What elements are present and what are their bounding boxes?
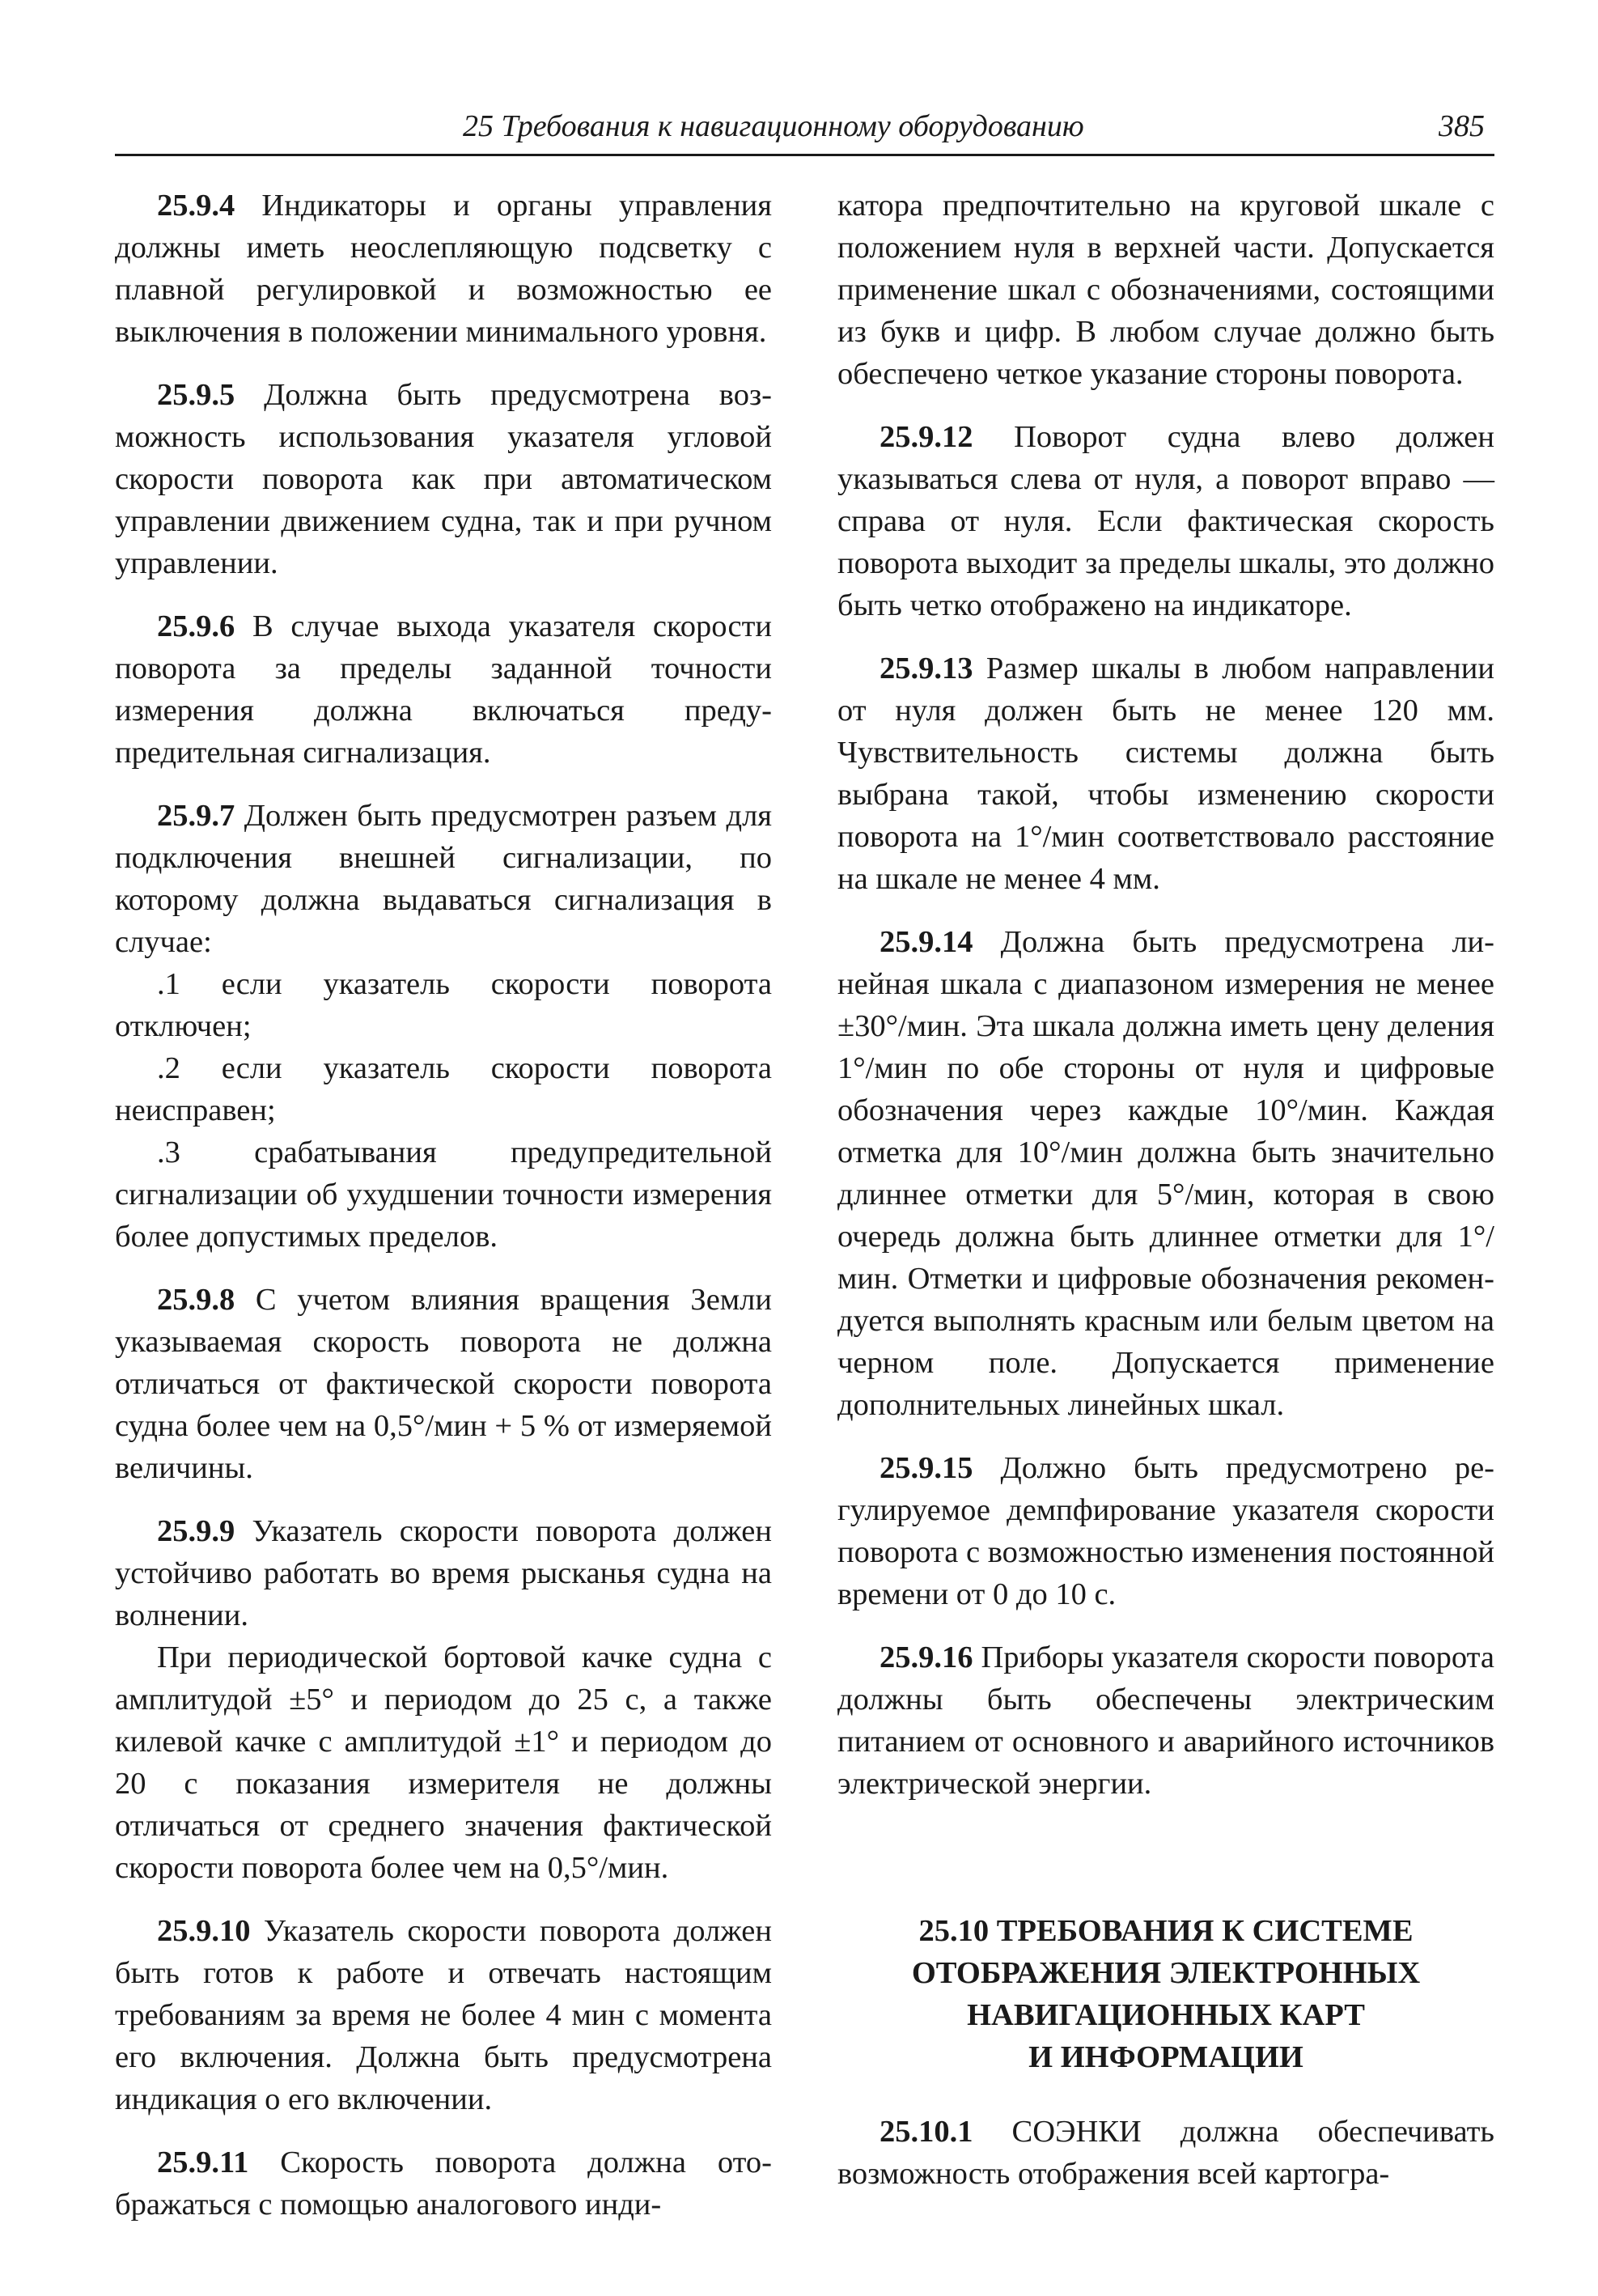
clause-text: Скорость поворота должна отображаться с помощью аналогового инди- bbox=[115, 2145, 772, 2222]
clause-number: 25.9.10 bbox=[157, 1914, 251, 1948]
clause-text: В случае выхода указателя скорости поворота за пределы заданной точности измерения должна включаться предупредительная сигнализация. bbox=[115, 609, 772, 770]
paragraph-25-9-14 bbox=[837, 921, 1494, 1426]
paragraph-25-10-1 bbox=[837, 2111, 1494, 2195]
clause-text: С учетом влияния вращения Земли указываемая скорость поворота не должна отличаться от фактической скорости поворота судна более чем на 0,5°/мин + 5 % от измеряемой величины. bbox=[115, 1283, 772, 1485]
list-item-text: если указатель скорости поворота неисправен; bbox=[115, 1051, 772, 1127]
clause-number: 25.9.13 bbox=[880, 651, 973, 685]
paragraph-25-9-13 bbox=[837, 647, 1494, 900]
list-item-1 bbox=[115, 963, 772, 1047]
clause-text: Указатель скорости поворота должен устойчиво работать во время рысканья судна на волнении. bbox=[115, 1514, 772, 1632]
list-item-number: .2 bbox=[157, 1051, 180, 1085]
clause-text: Поворот судна влево должен указываться слева от нуля, а поворот вправо — справа от нуля. Если фактическая скорость поворота выходит за пределы шкалы, это должно быть четко отображено на индикаторе. bbox=[837, 420, 1494, 622]
paragraph-25-9-10 bbox=[115, 1910, 772, 2120]
section-heading-line: 25.10 ТРЕБОВАНИЯ К СИСТЕМЕ bbox=[918, 1914, 1414, 1948]
clause-text: Приборы указателя скорости поворота должны быть обеспечены электрическим питанием от основного и аварийного источников электрической энергии. bbox=[837, 1640, 1494, 1801]
paragraph-25-9-7 bbox=[115, 795, 772, 963]
section-heading-line: И ИНФОРМАЦИИ bbox=[1028, 2040, 1303, 2074]
paragraph-25-9-11-continuation: катора предпочтительно на круговой шкале с положением нуля в верхней части. Допускается применение шкал с обозначениями, состоящими из букв и цифр. В любом случае должно быть обеспечено четкое указание стороны поворота. bbox=[837, 189, 1494, 391]
clause-number: 25.9.5 bbox=[157, 378, 235, 412]
paragraph-25-9-5 bbox=[115, 374, 772, 584]
paragraph-25-9-15 bbox=[837, 1447, 1494, 1615]
clause-number: 25.9.14 bbox=[880, 925, 973, 959]
clause-text: Размер шкалы в любом направлении от нуля должен быть не менее 120 мм. Чувствительность системы должна быть выбрана такой, чтобы изменению скорости поворота на 1°/мин соответствовало расстояние на шкале не менее 4 мм. bbox=[837, 651, 1494, 896]
page-number: 385 bbox=[1439, 109, 1485, 143]
list-item-number: .3 bbox=[157, 1135, 180, 1169]
left-column bbox=[115, 185, 772, 2226]
clause-number: 25.9.7 bbox=[157, 799, 235, 833]
running-head-title: 25 Требования к навигационному оборудованию bbox=[463, 109, 1084, 143]
paragraph-25-9-8 bbox=[115, 1279, 772, 1489]
paragraph-25-9-4 bbox=[115, 185, 772, 353]
paragraph-25-9-6 bbox=[115, 605, 772, 774]
clause-text: СОЭНКИ должна обеспечивать возможность отображения всей картогра- bbox=[837, 2115, 1494, 2191]
list-item-2 bbox=[115, 1047, 772, 1131]
section-heading-25-10 bbox=[837, 1910, 1494, 2078]
list-item-3 bbox=[115, 1131, 772, 1258]
clause-number: 25.9.12 bbox=[880, 420, 973, 454]
paragraph-25-9-11 bbox=[115, 2141, 772, 2226]
list-item-number: .1 bbox=[157, 967, 180, 1001]
paragraph-25-9-12 bbox=[837, 416, 1494, 626]
paragraph-25-9-16 bbox=[837, 1636, 1494, 1805]
clause-text: Должно быть предусмотрено регулируемое демпфирование указателя скорости поворота с возможностью изменения постоянной времени от 0 до 10 с. bbox=[837, 1451, 1494, 1611]
clause-number: 25.9.8 bbox=[157, 1283, 235, 1317]
paragraph-25-9-9 bbox=[115, 1510, 772, 1636]
clause-number: 25.9.15 bbox=[880, 1451, 973, 1485]
clause-number: 25.10.1 bbox=[880, 2115, 973, 2149]
clause-text: Индикаторы и органы управления должны иметь неослепляющую подсветку с плавной регулировкой и возможностью ее выключения в положении минимального уровня. bbox=[115, 189, 772, 349]
clause-text: Указатель скорости поворота должен быть готов к работе и отвечать настоящим требованиям за время не более 4 мин с момента его включения. Должна быть предусмотрена индикация о его включении. bbox=[115, 1914, 772, 2116]
running-head bbox=[115, 104, 1494, 156]
clause-number: 25.9.4 bbox=[157, 189, 235, 223]
clause-number: 25.9.11 bbox=[157, 2145, 249, 2179]
clause-text: Должна быть предусмотрена линейная шкала с диапазоном измерения не менее ±30°/мин. Эта шкала должна иметь цену деления 1°/мин по обе стороны от нуля и цифровые обозначения через каждые 10°/мин. Каждая отметка для 10°/мин должна быть значительно длиннее отметки для 5°/мин, которая в свою очередь должна быть длиннее отметки для 1°/мин. Отметки и цифровые обозначения рекомендуется выполнять красным или белым цветом на черном поле. Допускается применение дополнительных линейных шкал. bbox=[837, 925, 1494, 1422]
section-heading-line: НАВИГАЦИОННЫХ КАРТ bbox=[967, 1998, 1365, 2032]
list-item-text: если указатель скорости поворота отключен; bbox=[115, 967, 772, 1043]
right-column bbox=[837, 185, 1494, 2195]
clause-number: 25.9.6 bbox=[157, 609, 235, 643]
clause-text: Должна быть предусмотрена возможность использования указателя угловой скорости поворота как при автоматическом управлении движением судна, так и при ручном управлении. bbox=[115, 378, 772, 580]
paragraph-25-9-9-continuation: При периодической бортовой качке судна с амплитудой ±5° и периодом до 25 с, а также килевой качке с амплитудой ±1° и периодом до 20 с показания измерителя не должны отличаться от среднего значения фактической скорости поворота более чем на 0,5°/мин. bbox=[115, 1640, 772, 1885]
section-heading-line: ОТОБРАЖЕНИЯ ЭЛЕКТРОННЫХ bbox=[911, 1956, 1421, 1990]
clause-text: Должен быть предусмотрен разъем для подключения внешней сигнализации, по которому должна выдаваться сигнализация в случае: bbox=[115, 799, 772, 959]
clause-number: 25.9.16 bbox=[880, 1640, 973, 1674]
list-item-text: срабатывания предупредительной сигнализации об ухудшении точности измерения более допустимых пределов. bbox=[115, 1135, 772, 1254]
clause-number: 25.9.9 bbox=[157, 1514, 235, 1548]
